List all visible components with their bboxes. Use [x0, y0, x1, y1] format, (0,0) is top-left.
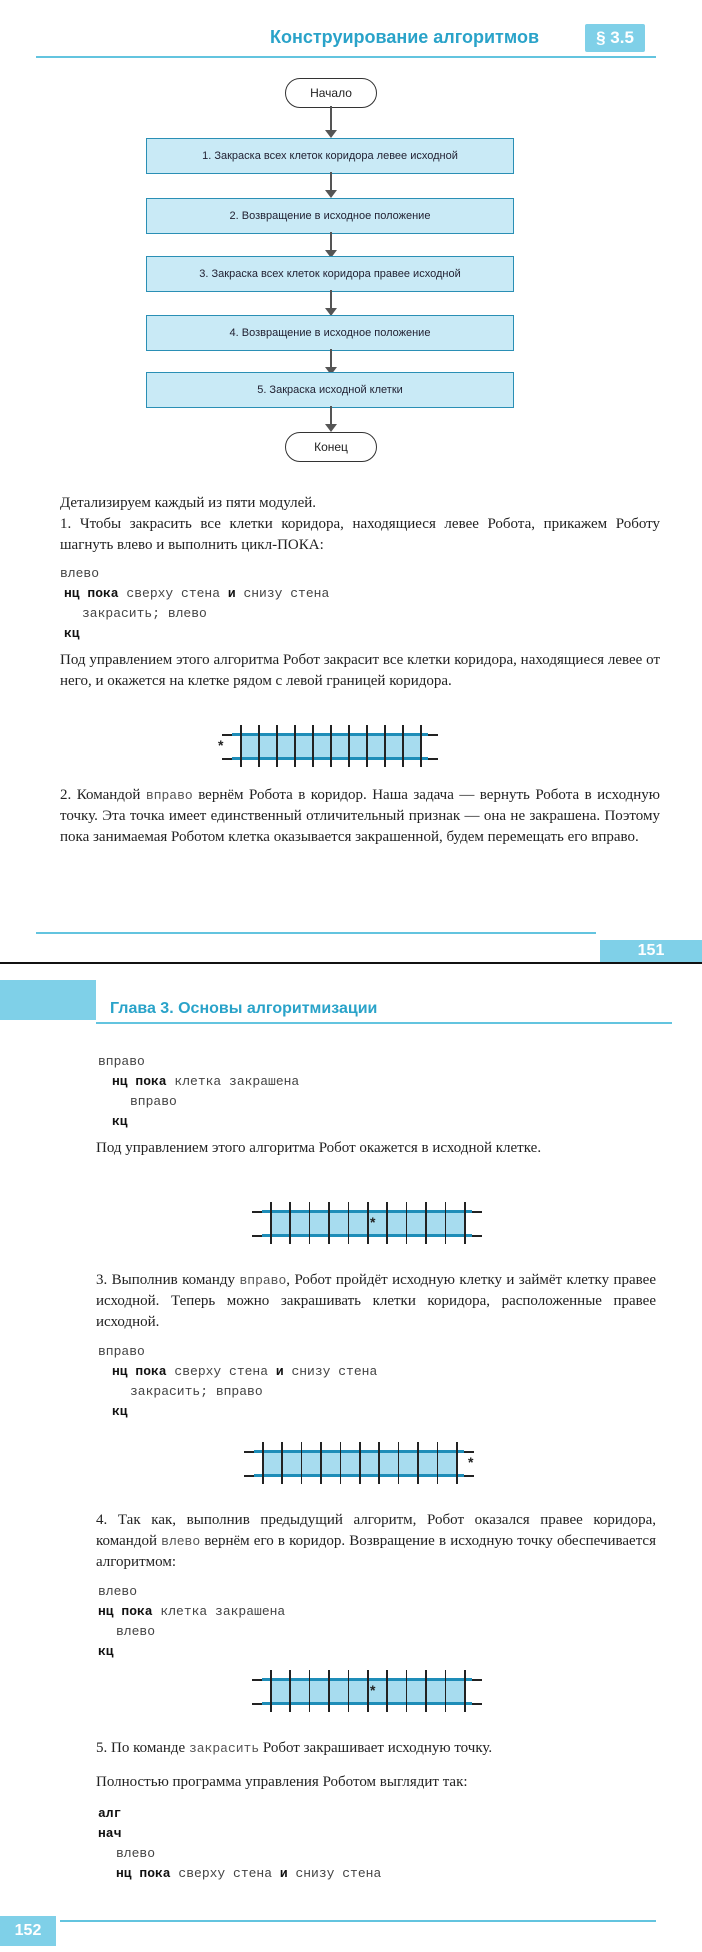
flowchart-step-1: 1. Закраска всех клеток коридора левее исходной: [146, 138, 514, 174]
flowchart-arrow: [330, 349, 332, 373]
corridor-cell-divider: [289, 1202, 291, 1244]
code-line: нач: [98, 1826, 122, 1841]
corridor-cell-divider: [281, 1442, 283, 1484]
code-text: клетка закрашена: [152, 1604, 286, 1619]
page-152: [0, 966, 702, 1952]
header-rule: [96, 1022, 672, 1024]
code-line: [98, 1602, 285, 1622]
text: 5. По команде: [96, 1740, 189, 1756]
flowchart-arrow: [330, 406, 332, 430]
code-text: снизу стена: [287, 1866, 382, 1881]
corridor-cell-divider: [330, 725, 332, 767]
corridor-wall-end: [464, 1451, 474, 1453]
paragraph-4: [96, 1510, 656, 1573]
corridor-cell-divider: [312, 725, 314, 767]
code-line: кц: [64, 626, 80, 641]
corridor-wall-end: [428, 734, 438, 736]
corridor-cell-divider: [456, 1442, 458, 1484]
corridor-wall-end: [472, 1211, 482, 1213]
code-line: вправо: [98, 1054, 145, 1069]
page-header-title: Конструирование алгоритмов: [270, 27, 540, 47]
corridor-cell-divider: [328, 1202, 330, 1244]
corridor-diagram-4: [262, 1670, 472, 1712]
code-line: закрасить; влево: [82, 606, 207, 621]
corridor-cell-divider: [366, 725, 368, 767]
code-text: клетка закрашена: [166, 1074, 300, 1089]
flowchart-step-2: 2. Возвращение в исходное положение: [146, 198, 514, 234]
code-line: влево: [60, 566, 100, 581]
code-line: кц: [112, 1404, 128, 1419]
flowchart-arrow: [330, 290, 332, 314]
command: влево: [161, 1534, 201, 1549]
keyword: и: [275, 1364, 284, 1379]
code-line: кц: [112, 1114, 128, 1129]
flowchart-step-4: 4. Возвращение в исходное положение: [146, 315, 514, 351]
corridor-wall-end: [222, 734, 232, 736]
keyword: нц пока: [116, 1866, 171, 1881]
corridor-diagram-2: [262, 1202, 472, 1244]
corridor-wall-end: [222, 758, 232, 760]
corridor-cell-divider: [328, 1670, 330, 1712]
corridor-cell-divider: [425, 1670, 427, 1712]
corridor-cell-divider: [262, 1442, 264, 1484]
corridor-cell-divider: [402, 725, 404, 767]
corridor-cell-divider: [406, 1670, 408, 1712]
flowchart-arrow: [330, 172, 332, 196]
corridor-cell-divider: [240, 725, 242, 767]
paragraph-2-after: Под управлением этого алгоритма Робот окажется в исходной клетке.: [96, 1140, 542, 1156]
corridor-cell-divider: [420, 725, 422, 767]
flowchart-step-5: 5. Закраска исходной клетки: [146, 372, 514, 408]
chapter-title: Глава 3. Основы алгоритмизации: [110, 1000, 378, 1017]
corridor-cell-divider: [406, 1202, 408, 1244]
robot-marker: *: [218, 737, 224, 753]
code-line: вправо: [130, 1094, 177, 1109]
footer-rule: [60, 1920, 656, 1922]
corridor-cell-divider: [270, 1202, 272, 1244]
section-badge: § 3.5: [585, 24, 645, 52]
flowchart-arrow: [330, 106, 332, 136]
code-line: алг: [98, 1806, 122, 1821]
keyword: и: [279, 1866, 288, 1881]
page-151: [0, 0, 702, 964]
corridor-cell-divider: [276, 725, 278, 767]
code-line: [112, 1072, 299, 1092]
flowchart-end: Конец: [285, 432, 377, 462]
code-text: снизу стена: [235, 586, 330, 601]
text: , Робот пройдёт исходную клетку и займёт клетку правее исходной. Теперь можно закрашивать клетки коридора, расположенные правее исходной.: [96, 1272, 656, 1330]
corridor-diagram-3: [254, 1442, 474, 1484]
corridor-wall-end: [252, 1211, 262, 1213]
command: вправо: [145, 788, 193, 803]
corridor-cell-divider: [386, 1202, 388, 1244]
text: вернём его в коридор. Возвращение в исходную точку обеспечивается алгоритмом:: [96, 1533, 656, 1570]
corridor-wall-end: [244, 1451, 254, 1453]
robot-marker: *: [370, 1682, 376, 1698]
corridor-cell-divider: [340, 1442, 342, 1484]
corridor-cell-divider: [464, 1202, 466, 1244]
keyword: нц пока: [98, 1604, 153, 1619]
page-number: 151: [600, 940, 702, 962]
corridor-wall-end: [472, 1235, 482, 1237]
corridor-wall-end: [252, 1703, 262, 1705]
corridor-cell-divider: [258, 725, 260, 767]
corridor-cell-divider: [270, 1670, 272, 1712]
paragraph-2: [60, 785, 660, 848]
corridor-cell-divider: [417, 1442, 419, 1484]
text: вернём Робота в коридор. Наша задача — вернуть Робота в исходную точку. Эта точка имеет единственный отличительный признак — она не закрашена. Поэтому пока занимаемая Роботом клетка оказывается закрашенной, будем перемещать его вправо.: [60, 787, 660, 845]
keyword: нц пока: [112, 1074, 167, 1089]
footer-rule: [36, 932, 596, 934]
code-line: [112, 1362, 377, 1382]
code-text: снизу стена: [283, 1364, 378, 1379]
corridor-cell-divider: [384, 725, 386, 767]
corridor-wall-end: [244, 1475, 254, 1477]
code-text: сверху стена: [166, 1364, 276, 1379]
corridor-cell-divider: [367, 1202, 369, 1244]
corridor-cell-divider: [320, 1442, 322, 1484]
corridor-cell-divider: [398, 1442, 400, 1484]
corridor-cell-divider: [445, 1202, 447, 1244]
command: закрасить: [188, 1741, 260, 1756]
corridor-wall-end: [428, 758, 438, 760]
code-line: [64, 584, 329, 604]
corridor-cell-divider: [309, 1670, 311, 1712]
corridor-cell-divider: [437, 1442, 439, 1484]
corridor-wall-end: [472, 1703, 482, 1705]
corridor-cell-divider: [309, 1202, 311, 1244]
corridor-cell-divider: [445, 1670, 447, 1712]
text: 2. Командой: [60, 787, 146, 803]
corridor-cell-divider: [386, 1670, 388, 1712]
corridor-wall-end: [472, 1679, 482, 1681]
code-line: кц: [98, 1644, 114, 1659]
code-text: сверху стена: [118, 586, 228, 601]
text: Робот закрашивает исходную точку.: [259, 1740, 493, 1756]
paragraph-5: [96, 1738, 656, 1759]
code-line: вправо: [98, 1344, 145, 1359]
code-line: [116, 1864, 381, 1884]
corridor-wall-end: [464, 1475, 474, 1477]
page-number: 152: [0, 1916, 56, 1946]
header-rule: [36, 56, 656, 58]
corridor-cell-divider: [367, 1670, 369, 1712]
corridor-cell-divider: [289, 1670, 291, 1712]
chapter-badge: [0, 980, 96, 1020]
code-text: сверху стена: [170, 1866, 280, 1881]
corridor-diagram-1: [218, 725, 428, 767]
corridor-cell-divider: [301, 1442, 303, 1484]
corridor-wall-end: [252, 1235, 262, 1237]
code-line: влево: [116, 1624, 156, 1639]
corridor-cell-divider: [359, 1442, 361, 1484]
paragraph-6: Полностью программа управления Роботом выглядит так:: [96, 1774, 468, 1790]
text: 4. Так как, выполнив предыдущий алгоритм, Робот оказался правее коридора, командой: [96, 1512, 656, 1549]
corridor-cell-divider: [425, 1202, 427, 1244]
code-line: влево: [98, 1584, 138, 1599]
keyword: и: [227, 586, 236, 601]
corridor-cell-divider: [348, 1670, 350, 1712]
paragraph-1-after: Под управлением этого алгоритма Робот закрасит все клетки коридора, находящиеся левее от него, и окажется на клетке рядом с левой границей коридора.: [60, 652, 660, 689]
flowchart-arrow: [330, 232, 332, 256]
corridor-wall-end: [252, 1679, 262, 1681]
intro-text: Детализируем каждый из пяти модулей.: [60, 495, 317, 511]
robot-marker: *: [468, 1454, 474, 1470]
paragraph-1: 1. Чтобы закрасить все клетки коридора, находящиеся левее Робота, прикажем Роботу шагнуть влево и выполнить цикл-ПОКА:: [60, 516, 660, 553]
code-line: влево: [116, 1846, 156, 1861]
flowchart-step-3: 3. Закраска всех клеток коридора правее исходной: [146, 256, 514, 292]
paragraph-3: [96, 1270, 656, 1333]
text: 3. Выполнив команду: [96, 1272, 240, 1288]
flowchart-start: Начало: [285, 78, 377, 108]
keyword: нц пока: [64, 586, 119, 601]
robot-marker: *: [370, 1214, 376, 1230]
corridor-cell-divider: [348, 1202, 350, 1244]
corridor-cell-divider: [378, 1442, 380, 1484]
corridor-cell-divider: [464, 1670, 466, 1712]
keyword: нц пока: [112, 1364, 167, 1379]
corridor-cell-divider: [294, 725, 296, 767]
code-line: закрасить; вправо: [130, 1384, 263, 1399]
corridor-cell-divider: [348, 725, 350, 767]
command: вправо: [239, 1273, 287, 1288]
